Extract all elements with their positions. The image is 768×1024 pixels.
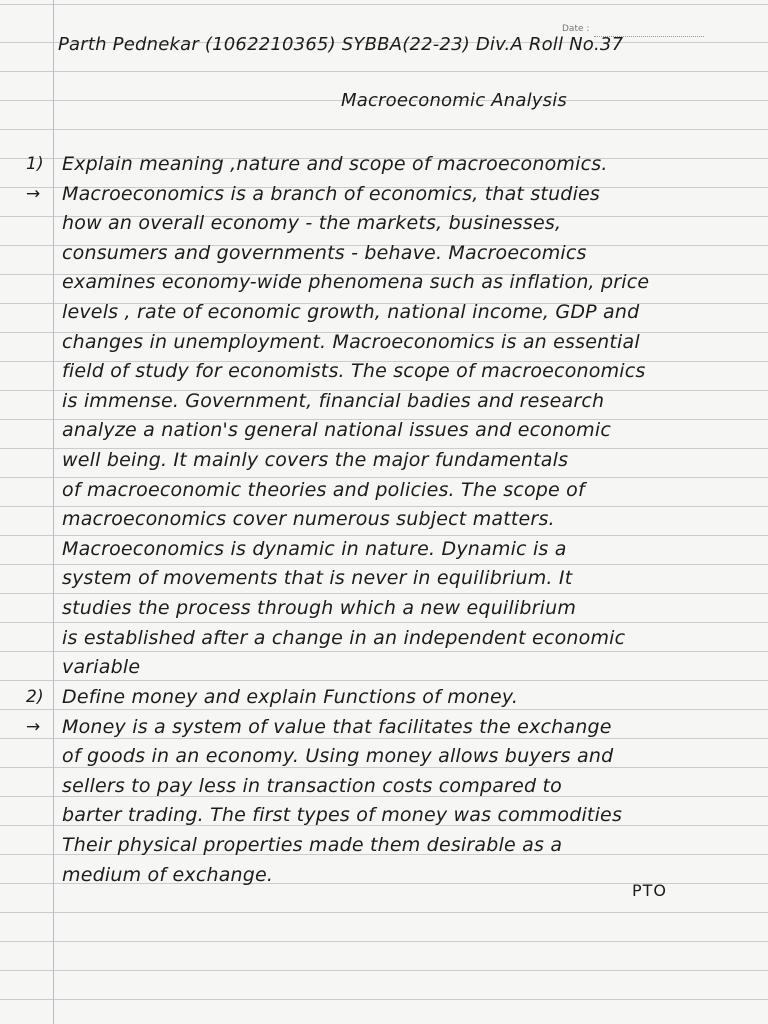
question-2-text [62,683,762,890]
question-1-line: consumers and governments - behave. Macroecomics [62,241,587,264]
question-1-line: studies the process through which a new equilibrium [62,596,577,619]
question-1-line: field of study for economists. The scope of macroeconomics [62,360,646,383]
question-1-line: changes in unemployment. Macroeconomics is an essential [62,330,640,353]
question-2-line: Define money and explain Functions of money. [62,686,519,708]
question-1-line: Macroeconomics is a branch of economics, that studies [62,182,601,205]
question-2-line: medium of exchange. [62,863,274,886]
student-header: Parth Pednekar (1062210365) SYBBA(22-23) Div.A Roll No.37 [58,34,624,55]
date-label: Date : [562,24,590,34]
question-1-line: examines economy-wide phenomena such as inflation, price [62,271,650,294]
question-1-line: how an overall economy - the markets, businesses, [62,212,562,235]
question-2-line: Money is a system of value that facilitates the exchange [62,715,612,738]
question-2-line: Their physical properties made them desirable as a [62,833,563,856]
question-1-line: variable [62,656,141,679]
question-2-line: of goods in an economy. Using money allows buyers and [62,745,614,768]
margin-rule [53,0,54,1024]
question-2-line: barter trading. The first types of money was commodities [62,804,623,827]
pto-note: PTO [632,881,668,900]
page-title: Macroeconomic Analysis [341,90,567,111]
question-1-line: system of movements that is never in equilibrium. It [62,567,573,590]
question-1-text [62,150,762,683]
question-1-line: is established after a change in an independent economic [62,626,626,649]
question-1-line: analyze a nation's general national issues and economic [62,419,611,442]
answer-2-arrow: → [26,717,41,737]
question-1-line: well being. It mainly covers the major fundamentals [62,448,569,471]
question-1-line: is immense. Government, financial badies and research [62,389,605,412]
question-1-line: of macroeconomic theories and policies. The scope of [62,478,585,501]
question-1-marker: 1) [26,154,44,174]
question-1-line: levels , rate of economic growth, national income, GDP and [62,300,640,323]
answer-1-arrow: → [26,184,41,204]
question-2-marker: 2) [26,687,44,707]
question-2-line: sellers to pay less in transaction costs compared to [62,774,562,797]
question-1-line: macroeconomics cover numerous subject matters. [62,508,555,531]
question-1-line: Macroeconomics is dynamic in nature. Dynamic is a [62,537,567,560]
question-1-line: Explain meaning ,nature and scope of macroeconomics. [62,153,608,175]
